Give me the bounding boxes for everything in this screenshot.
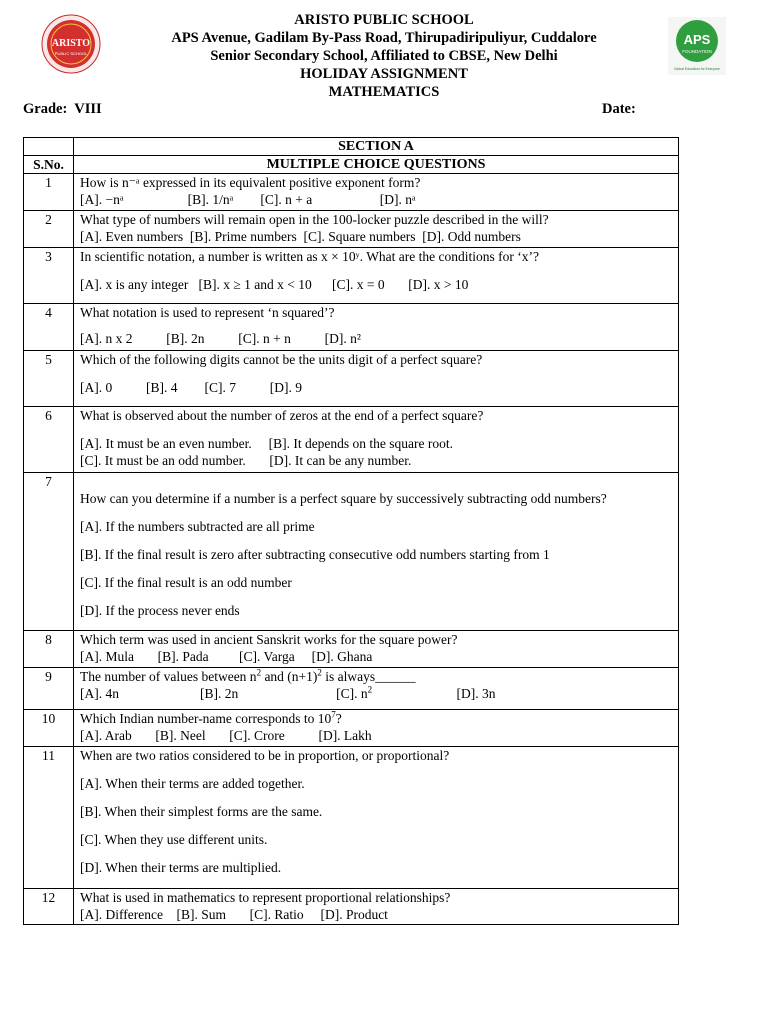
option-d: [D]. If the process never ends — [80, 603, 240, 618]
question-cell — [74, 473, 679, 631]
question-cell — [74, 174, 679, 211]
grade-value: VIII — [74, 101, 102, 117]
table-row — [24, 473, 679, 631]
question-cell — [74, 304, 679, 351]
table-row — [24, 211, 679, 248]
question-text: In scientific notation, a number is written as x × 10ʸ. What are the conditions for ‘x’? — [80, 249, 539, 264]
question-text: When are two ratios considered to be in proportion, or proportional? — [80, 748, 450, 763]
question-options: [A]. Difference [B]. Sum [C]. Ratio [D]. Product — [80, 907, 388, 922]
question-text: What is observed about the number of zeros at the end of a perfect square? — [80, 408, 484, 423]
question-number: 5 — [24, 351, 74, 407]
question-cell — [74, 631, 679, 668]
question-cell — [74, 211, 679, 248]
question-option-line-2: [C]. It must be an odd number. [D]. It can be any number. — [80, 453, 412, 468]
question-cell — [74, 889, 679, 925]
table-row — [24, 351, 679, 407]
option-b: [B]. If the final result is zero after subtracting consecutive odd numbers starting from 1 — [80, 547, 550, 562]
sno-blank — [24, 138, 74, 156]
table-row — [24, 631, 679, 668]
question-text: How is n⁻ᵃ expressed in its equivalent positive exponent form? — [80, 175, 421, 190]
question-text: How can you determine if a number is a perfect square by successively subtracting odd numbers? — [80, 491, 607, 506]
table-row — [24, 668, 679, 710]
grade-date-row — [23, 101, 643, 118]
table-row — [24, 407, 679, 473]
section-title: MULTIPLE CHOICE QUESTIONS — [74, 156, 679, 174]
question-text: What type of numbers will remain open in the 100-locker puzzle described in the will? — [80, 212, 549, 227]
option-d: [D]. When their terms are multiplied. — [80, 860, 282, 875]
option-c: [C]. If the final result is an odd number — [80, 575, 292, 590]
table-row — [24, 248, 679, 304]
school-address: APS Avenue, Gadilam By-Pass Road, Thirupadiripuliyur, Cuddalore — [171, 30, 597, 46]
question-number: 11 — [24, 747, 74, 889]
subject-title: MATHEMATICS — [328, 84, 440, 100]
question-options: [A]. Arab [B]. Neel [C]. Crore [D]. Lakh — [80, 728, 372, 743]
school-header — [120, 11, 648, 101]
grade-label: Grade: — [23, 101, 68, 117]
question-number: 8 — [24, 631, 74, 668]
question-options: [A]. Mula [B]. Pada [C]. Varga [D]. Ghana — [80, 649, 373, 664]
header-row — [24, 156, 679, 174]
left-logo-subtext: PUBLIC SCHOOL — [54, 51, 88, 56]
section-row — [24, 138, 679, 156]
question-number: 12 — [24, 889, 74, 925]
aristo-school-logo — [40, 13, 102, 75]
right-logo-subtext: FOUNDATION — [682, 49, 712, 54]
school-affiliation: Senior Secondary School, Affiliated to CBSE, New Delhi — [210, 48, 558, 64]
table-row — [24, 174, 679, 211]
question-text: What is used in mathematics to represent proportional relationships? — [80, 890, 451, 905]
question-number: 10 — [24, 710, 74, 747]
question-number: 3 — [24, 248, 74, 304]
question-cell — [74, 248, 679, 304]
question-options: [A]. 4n [B]. 2n [C]. $n^2$ [D]. 3n — [80, 684, 496, 701]
question-cell — [74, 710, 679, 747]
right-logo-tagline: Global Education for Everyone — [674, 67, 720, 71]
question-text: What notation is used to represent ‘n squared’? — [80, 305, 335, 320]
question-option-line-1: [A]. It must be an even number. [B]. It depends on the square root. — [80, 436, 454, 451]
question-text: Which term was used in ancient Sanskrit works for the square power? — [80, 632, 458, 647]
question-options: [A]. Even numbers [B]. Prime numbers [C]. Square numbers [D]. Odd numbers — [80, 229, 521, 244]
question-options: [A]. 0 [B]. 4 [C]. 7 [D]. 9 — [80, 380, 302, 395]
question-cell — [74, 407, 679, 473]
right-logo-text: APS — [683, 32, 711, 47]
sno-header: S.No. — [24, 156, 74, 174]
question-number: 2 — [24, 211, 74, 248]
option-a: [A]. If the numbers subtracted are all prime — [80, 519, 315, 534]
question-cell — [74, 351, 679, 407]
question-number: 6 — [24, 407, 74, 473]
table-row — [24, 747, 679, 889]
school-name: ARISTO PUBLIC SCHOOL — [294, 12, 474, 28]
question-text: Which Indian number-name corresponds to $10^7$? — [80, 709, 342, 726]
table-row — [24, 889, 679, 925]
questions-table — [23, 137, 679, 925]
question-number: 4 — [24, 304, 74, 351]
question-cell — [74, 668, 679, 710]
option-b: [B]. When their simplest forms are the same. — [80, 804, 323, 819]
question-number: 1 — [24, 174, 74, 211]
question-options: [A]. n x 2 [B]. 2n [C]. n + n [D]. n² — [80, 331, 361, 346]
date-label: Date: — [602, 101, 636, 117]
question-cell — [74, 747, 679, 889]
left-logo-text: ARISTO — [51, 38, 91, 49]
question-options: [A]. −nᵃ [B]. 1/nᵃ [C]. n + a [D]. nᵃ — [80, 192, 416, 207]
option-c: [C]. When they use different units. — [80, 832, 268, 847]
table-row — [24, 710, 679, 747]
question-number: 9 — [24, 668, 74, 710]
question-text: The number of values between $n^2$ and $(n+1)^2$ is always______ — [80, 667, 416, 684]
aps-foundation-logo — [668, 17, 726, 75]
question-text: Which of the following digits cannot be the units digit of a perfect square? — [80, 352, 483, 367]
section-label: SECTION A — [74, 138, 679, 156]
table-row — [24, 304, 679, 351]
assignment-title: HOLIDAY ASSIGNMENT — [300, 66, 468, 82]
option-a: [A]. When their terms are added together. — [80, 776, 305, 791]
question-number: 7 — [24, 473, 74, 631]
question-options: [A]. x is any integer [B]. x ≥ 1 and x < 10 [C]. x = 0 [D]. x > 10 — [80, 277, 469, 292]
